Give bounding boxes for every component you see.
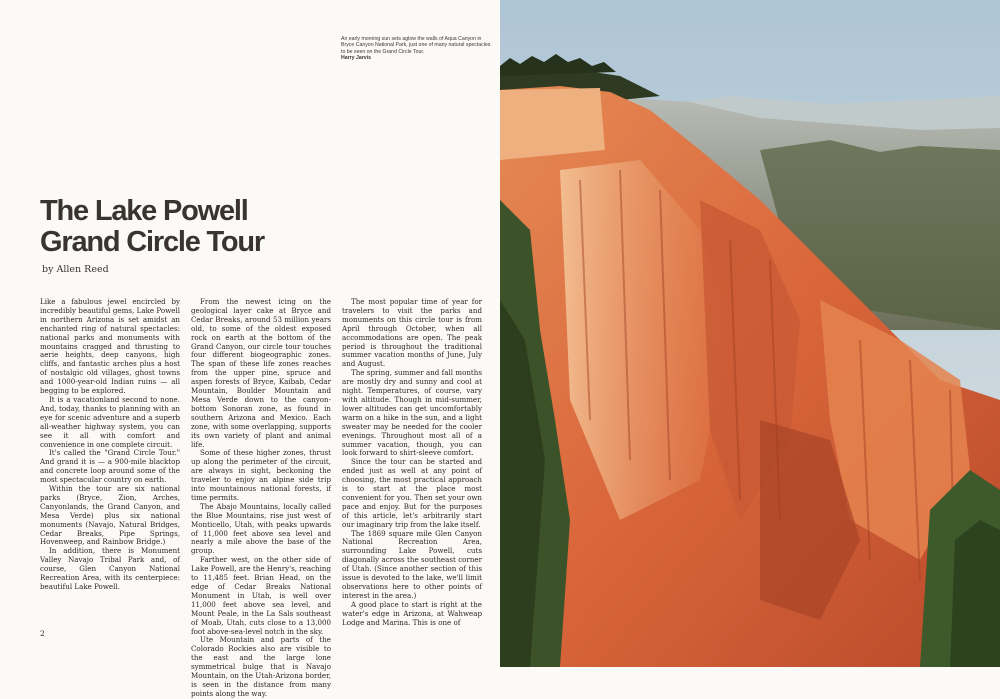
canyon-photo — [500, 0, 1000, 667]
page-number: 2 — [40, 629, 45, 638]
paragraph: Like a fabulous jewel encircled by incredibly beautiful gems, Lake Powell in northern Arizona is set amidst an enchanted ring of natural spectacles: national parks and monuments with mountains cragged and thrusting to aerie heights, deep canyons, high cliffs, and fantastic arches plus a host of nostalgic old villages, ghost towns and 1000-year-old Indian ruins — all begging to be explored. — [40, 297, 180, 396]
paragraph: The most popular time of year for travelers to visit the parks and monuments on this circle tour is from April through October, when all accommodations are open. The peak period is throughout the traditional summer vacation months of June, July and August. — [342, 297, 482, 369]
paragraph: Farther west, on the other side of Lake Powell, are the Henry's, reaching to 11,485 feet. Brian Head, on the edge of Cedar Breaks National Monument in Utah, is well over 11,000 feet above sea level, and Mount Peale, in the La Sals southeast of Moab, Utah, cuts close to a 13,000 foot above-sea-level notch in the sky. — [191, 555, 331, 636]
text-column-2 — [191, 297, 331, 698]
title-line-2: Grand Circle Tour — [40, 226, 264, 258]
paragraph: In addition, there is Monument Valley Navajo Tribal Park and, of course, Glen Canyon National Recreation Area, with its centerpiece: beautiful Lake Powell. — [40, 546, 180, 591]
paragraph: Ute Mountain and parts of the Colorado Rockies also are visible to the east and the large lone symmetrical bulge that is Navajo Mountain, on the Utah-Arizona border, is seen in the distance from many points along the way. — [191, 635, 331, 698]
text-column-3 — [342, 298, 482, 628]
canyon-illustration — [500, 0, 1000, 667]
paragraph: Since the tour can be started and ended just as well at any point of choosing, the most practical approach is to start at the place most convenient for you. Then set your own pace and enjoy. But for the purposes of this article, let's arbitrarily start our imaginary trip from the lake itself. — [342, 457, 482, 529]
paragraph: The Abajo Mountains, locally called the Blue Mountains, rise just west of Monticello, Utah, with peaks upwards of 11,000 feet above sea level and nearly a mile above the base of the group. — [191, 501, 331, 556]
paragraph: The spring, summer and fall months are mostly dry and sunny and cool at night. Temperatures, of course, vary with altitude. Though in mid-summer, lower altitudes can get uncomfortably warm on a hike in the sun, and a light sweater may be needed for the cooler evenings. Throughout most all of a summer vacation, though, you can look forward to shirt-sleeve comfort. — [342, 368, 482, 458]
byline: by Allen Reed — [42, 264, 109, 275]
paragraph: It is a vacationland second to none. And, today, thanks to planning with an eye for scenic adventure and a superb all-weather highway system, you can see it all with comfort and convenience in one complete circuit. — [40, 394, 180, 449]
paragraph: Within the tour are six national parks (Bryce, Zion, Arches, Canyonlands, the Grand Canyon, and Mesa Verde) plus six national monuments (Navajo, Natural Bridges, Cedar Breaks, Pipe Springs, Hovenweep, and Rainbow Bridge.) — [40, 484, 180, 547]
photo-caption — [341, 36, 491, 62]
left-page — [0, 0, 500, 698]
paragraph: A good place to start is right at the water's edge in Arizona, at Wahweap Lodge and Marina. This is one of — [342, 599, 482, 627]
title-line-1: The Lake Powell — [40, 195, 248, 227]
paragraph: The 1869 square mile Glen Canyon National Recreation Area, surrounding Lake Powell, cuts diagonally across the southeast corner of Utah. (Since another section of this issue is devoted to the lake, we'll limit observations here to other points of interest in the area.) — [342, 528, 482, 600]
caption-text: An early morning sun sets aglow the walls of Aqua Canyon in Bryce Canyon National Park, just one of many natural spectacles to be seen on the Grand Circle Tour. — [341, 36, 491, 55]
text-column-1 — [40, 298, 180, 628]
photo-credit: Harry Jarvis — [341, 55, 371, 62]
article-title — [40, 196, 264, 258]
paragraph: It's called the "Grand Circle Tour." And grand it is — a 900-mile blacktop and concrete loop around some of the most spectacular country on earth. — [40, 448, 180, 485]
paragraph: From the newest icing on the geological layer cake at Bryce and Cedar Breaks, around 53 million years old, to some of the oldest exposed rock on earth at the bottom of the Grand Canyon, our circle tour touches four different biogeographic zones. The span of these life zones reaches from the upper pine, spruce and aspen forests of Bryce, Kaibab, Cedar Mountain, Boulder Mountain and Mesa Verde down to the canyon-bottom Sonoran zone, as found in southern Arizona and Mexico. Each zone, with some overlapping, supports its own variety of plant and animal life. — [191, 297, 331, 449]
paragraph: Some of these higher zones, thrust up along the perimeter of the circuit, are always in sight, beckoning the traveler to enjoy an alpine side trip into mountainous national forests, if time permits. — [191, 448, 331, 502]
